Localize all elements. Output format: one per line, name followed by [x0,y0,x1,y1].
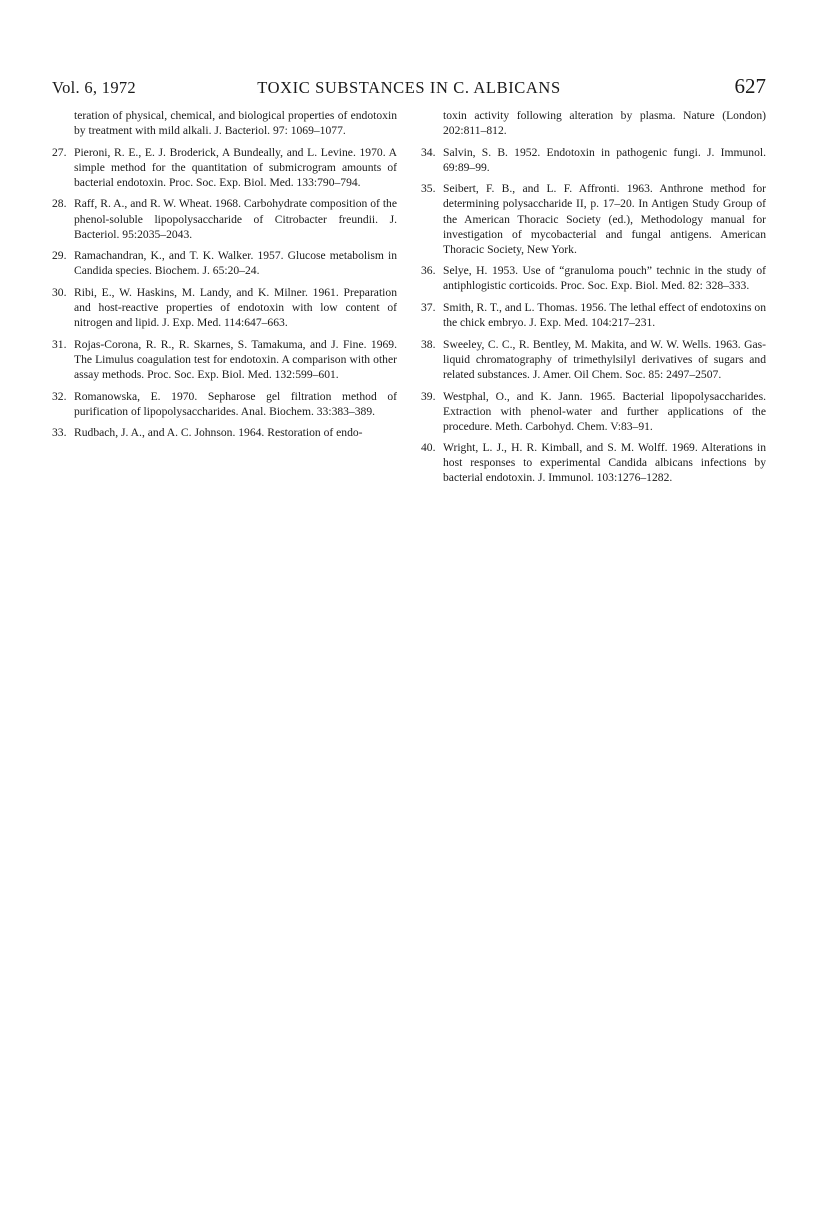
reference-text: Pieroni, R. E., E. J. Broderick, A Bundeally, and L. Levine. 1970. A simple method for the quantitation of submicrogram amounts of bacterial endotoxin. Proc. Soc. Exp. Biol. Med. 133:790–794. [74,145,397,189]
reference-entry [52,248,397,278]
reference-number: 32. [52,389,67,403]
running-header [52,74,766,104]
reference-number: 34. [421,145,436,159]
running-title: TOXIC SUBSTANCES IN C. ALBICANS [257,78,561,97]
reference-number: 27. [52,145,67,159]
reference-text: teration of physical, chemical, and biological properties of endotoxin by treatment with mild alkali. J. Bacteriol. 97: 1069–1077. [74,109,397,138]
reference-text: Selye, H. 1953. Use of “granuloma pouch” technic in the study of antiphlogistic corticoids. Proc. Soc. Exp. Biol. Med. 82: 328–333. [443,264,766,293]
reference-entry [52,425,397,440]
reference-number: 38. [421,337,436,351]
reference-entry [52,285,397,330]
reference-number: 30. [52,285,67,299]
reference-entry [421,108,766,138]
reference-entry [52,389,397,419]
reference-text: Ribi, E., W. Haskins, M. Landy, and K. Milner. 1961. Preparation and host-reactive properties of endotoxin with low content of nitrogen and lipid. J. Exp. Med. 114:647–663. [74,285,397,330]
reference-entry [52,337,397,382]
reference-number: 29. [52,249,67,263]
reference-text: Romanowska, E. 1970. Sepharose gel filtration method of purification of lipopolysaccharides. Anal. Biochem. 33:383–389. [74,389,397,418]
reference-entry [421,337,766,382]
reference-number: 35. [421,182,436,196]
reference-text: Ramachandran, K., and T. K. Walker. 1957. Glucose metabolism in Candida species. Biochem. J. 65:20–24. [74,249,397,278]
reference-number: 33. [52,426,67,440]
reference-entry [421,440,766,485]
references-left-column [52,108,397,447]
reference-number: 36. [421,264,436,278]
reference-text: Salvin, S. B. 1952. Endotoxin in pathogenic fungi. J. Immunol. 69:89–99. [443,145,766,174]
reference-number: 37. [421,301,436,315]
reference-entry [52,108,397,138]
reference-number: 40. [421,441,436,455]
reference-entry [421,145,766,175]
reference-number: 39. [421,389,436,403]
reference-number: 31. [52,337,67,351]
reference-entry [421,300,766,330]
reference-text: Rudbach, J. A., and A. C. Johnson. 1964. Restoration of endo- [74,426,363,440]
page-number: 627 [734,74,766,98]
reference-text: Westphal, O., and K. Jann. 1965. Bacterial lipopolysaccharides. Extraction with phenol-water and further applications of the procedure. Meth. Carbohyd. Chem. V:83–91. [443,389,766,433]
reference-text: Wright, L. J., H. R. Kimball, and S. M. Wolff. 1969. Alterations in host responses to experimental Candida albicans infections by bacterial endotoxin. J. Immunol. 103:1276–1282. [443,441,766,485]
reference-text: Raff, R. A., and R. W. Wheat. 1968. Carbohydrate composition of the phenol-soluble lipopolysaccharide of Citrobacter freundii. J. Bacteriol. 95:2035–2043. [74,197,397,241]
reference-entry [52,196,397,241]
reference-entry [421,389,766,434]
reference-entry [421,181,766,256]
reference-text: toxin activity following alteration by plasma. Nature (London) 202:811–812. [443,109,766,138]
reference-text: Seibert, F. B., and L. F. Affronti. 1963. Anthrone method for determining polysaccharide II, p. 17–20. In Antigen Study Group of the American Thoracic Society (ed.), Methodology manual for investigation of mycobacterial and fungal antigens. American Thoracic Society, New York. [443,182,766,256]
reference-number: 28. [52,197,67,211]
references-right-column [421,108,766,492]
reference-entry [421,263,766,293]
reference-text: Sweeley, C. C., R. Bentley, M. Makita, and W. W. Wells. 1963. Gas-liquid chromatography of trimethylsilyl derivatives of sugars and related substances. J. Amer. Oil Chem. Soc. 85: 2497–2507. [443,337,766,381]
reference-text: Smith, R. T., and L. Thomas. 1956. The lethal effect of endotoxins on the chick embryo. J. Exp. Med. 104:217–231. [443,301,766,330]
reference-text: Rojas-Corona, R. R., R. Skarnes, S. Tamakuma, and J. Fine. 1969. The Limulus coagulation test for endotoxin. A comparison with other assay methods. Proc. Soc. Exp. Biol. Med. 132:599–601. [74,337,397,381]
reference-entry [52,145,397,190]
volume-label: Vol. 6, 1972 [52,78,136,97]
